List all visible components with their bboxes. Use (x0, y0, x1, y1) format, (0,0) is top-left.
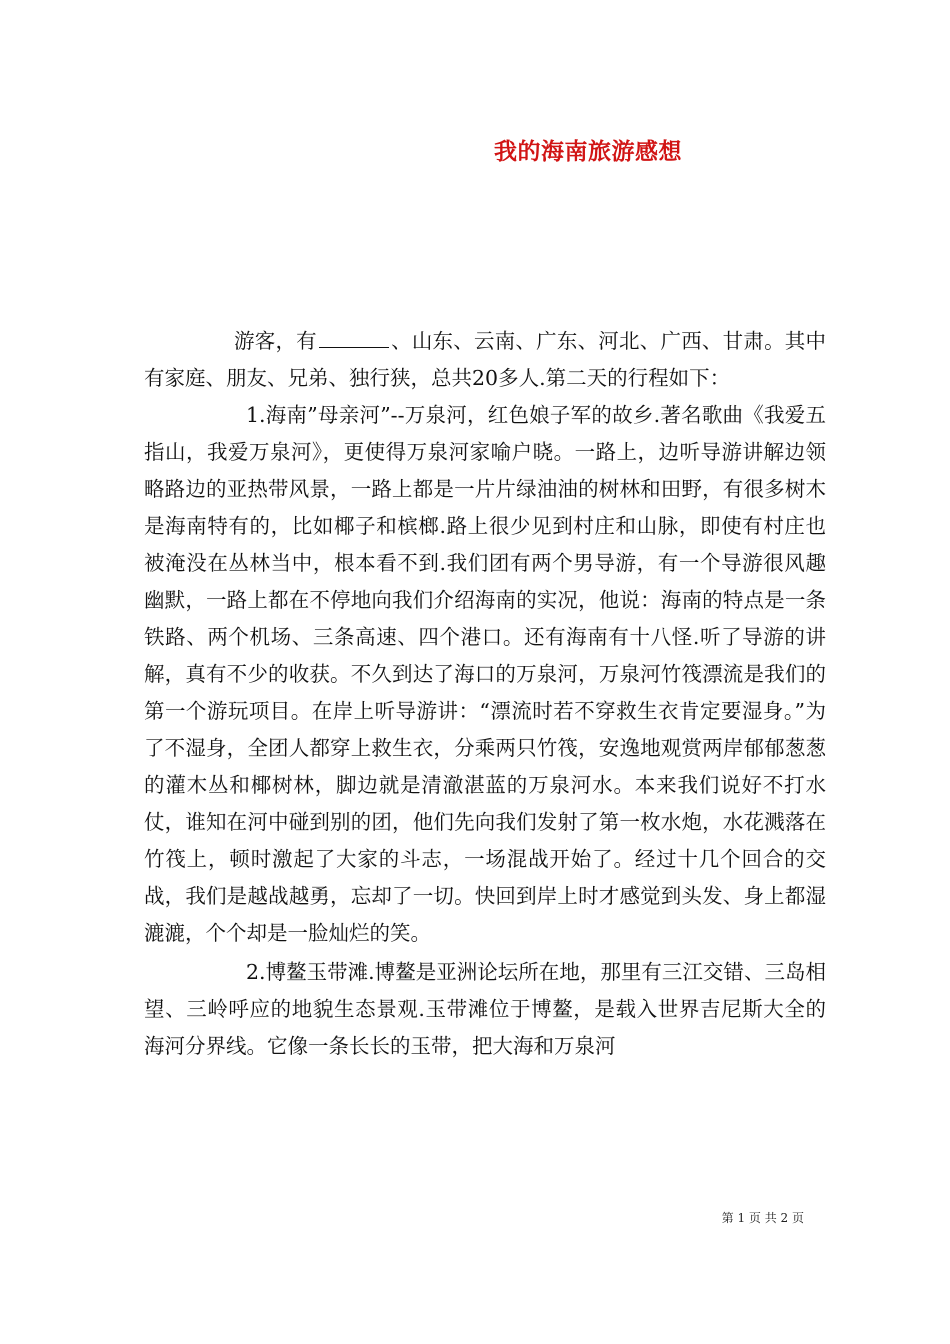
intro-paragraph (144, 323, 826, 397)
intro-suffix: 、山东、云南、广东、河北、广西、甘肃。其中有家庭、朋友、兄弟、独行狭，总共20多人.第二天的行程如下： (144, 329, 827, 390)
paragraph-2: 2.博鳌玉带滩.博鳌是亚洲论坛所在地，那里有三江交错、三岛相望、三岭呼应的地貌生态景观.玉带滩位于博鳌，是载入世界吉尼斯大全的海河分界线。它像一条长长的玉带，把大海和万泉河 (144, 960, 826, 1058)
page-footer: 第 1 页 共 2 页 (721, 1211, 804, 1225)
document-title: 我的海南旅游感想 (494, 138, 682, 165)
intro-prefix: 游客，有 (234, 329, 317, 353)
fill-in-blank (319, 327, 389, 348)
document-body (144, 323, 826, 1065)
paragraph-1: 1.海南”母亲河”--万泉河，红色娘子军的故乡.著名歌曲《我爱五指山，我爱万泉河》，更使得万泉河家喻户晓。一路上，边听导游讲解边领略路边的亚热带风景，一路上都是一片片绿油油的树林和田野，有很多树木是海南特有的，比如椰子和槟榔.路上很少见到村庄和山脉，即使有村庄也被淹没在丛林当中，根本看不到.我们团有两个男导游，有一个导游很风趣幽默，一路上都在不停地向我们介绍海南的实况，他说：海南的特点是一条铁路、两个机场、三条高速、四个港口。还有海南有十八怪.听了导游的讲解，真有不少的收获。不久到达了海口的万泉河，万泉河竹筏漂流是我们的第一个游玩项目。在岸上听导游讲：“漂流时若不穿救生衣肯定要湿身。”为了不湿身，全团人都穿上救生衣，分乘两只竹筏，安逸地观赏两岸郁郁葱葱的灌木丛和椰树林，脚边就是清澈湛蓝的万泉河水。本来我们说好不打水仗，谁知在河中碰到别的团，他们先向我们发射了第一枚水炮，水花溅落在竹筏上，顿时激起了大家的斗志，一场混战开始了。经过十几个回合的交战，我们是越战越勇，忘却了一切。快回到岸上时才感觉到头发、身上都湿漉漉，个个却是一脸灿烂的笑。 (144, 403, 826, 945)
